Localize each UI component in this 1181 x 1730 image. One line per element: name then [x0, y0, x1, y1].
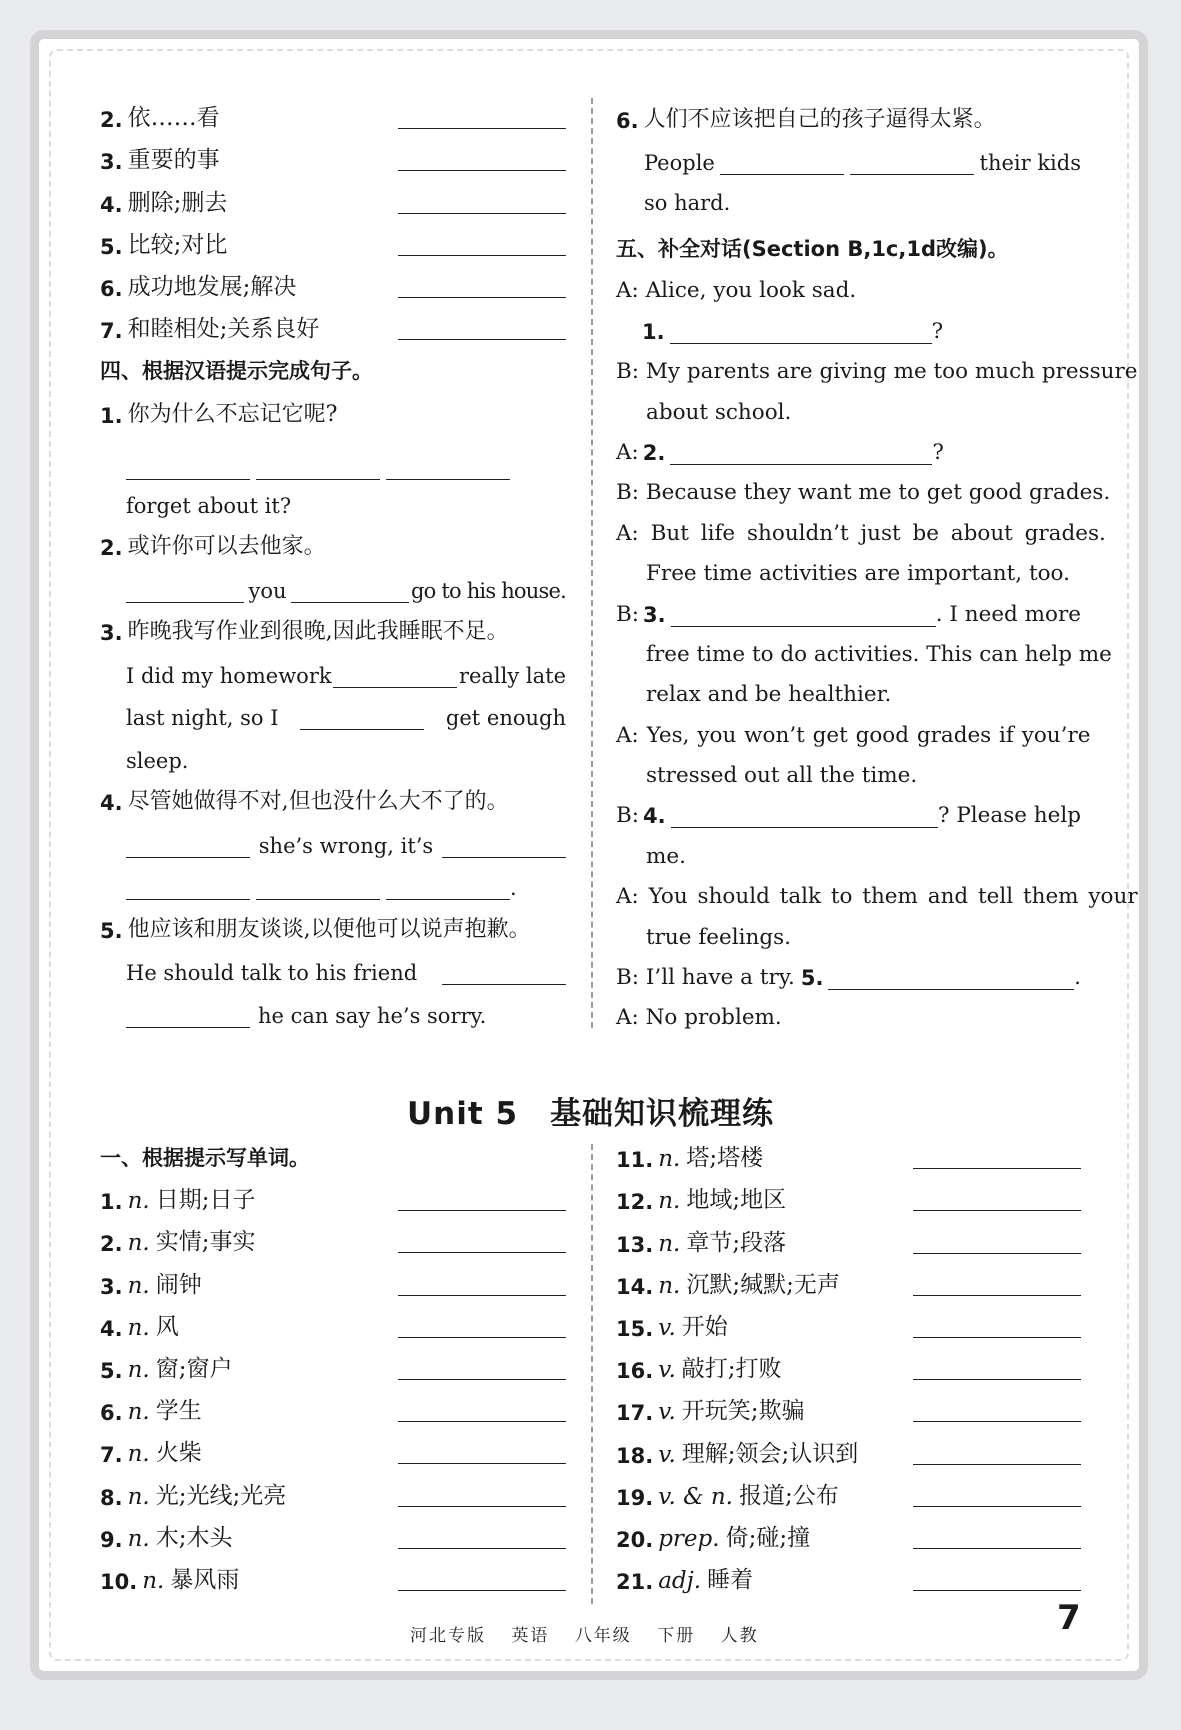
vocab-item: 21. adj. 睡着	[616, 1552, 1081, 1594]
answer-blank[interactable]	[398, 1357, 566, 1380]
vocab-item: 9. n. 木;木头	[100, 1510, 566, 1552]
answer-blank[interactable]	[386, 457, 510, 480]
answer-blank[interactable]	[670, 442, 932, 465]
vocab-item: 13. n. 章节;段落	[616, 1214, 1081, 1256]
vocab-item: 4. 删除;删去	[100, 174, 566, 216]
answer-blank[interactable]	[398, 1399, 566, 1422]
answer-blank[interactable]	[333, 665, 457, 688]
unit5-section-title: 一、根据提示写单词。	[100, 1146, 310, 1170]
unit5-left-column	[100, 1142, 566, 1594]
question-2: 2. 或许你可以去他家。	[100, 534, 326, 561]
section-4-title: 四、根据汉语提示完成句子。	[100, 359, 373, 384]
vocab-item: 16. v. 敲打;打败	[616, 1341, 1081, 1383]
vocab-item: 6. n. 学生	[100, 1383, 566, 1425]
answer-blank[interactable]	[386, 877, 510, 900]
unit5-vocab-left	[100, 1172, 566, 1594]
answer-blank[interactable]	[398, 1526, 566, 1549]
answer-blank[interactable]	[913, 1484, 1081, 1507]
answer-blank[interactable]	[398, 1188, 566, 1211]
vocab-item: 15. v. 开始	[616, 1299, 1081, 1341]
vocab-item: 12. n. 地域;地区	[616, 1172, 1081, 1214]
answer-blank[interactable]	[913, 1231, 1081, 1254]
page-number: 7	[1057, 1598, 1081, 1638]
answer-blank[interactable]	[126, 835, 250, 858]
unit5-vocab-right	[616, 1130, 1081, 1594]
question-6: 6. 人们不应该把自己的孩子逼得太紧。	[616, 106, 996, 133]
vocab-item: 7. 和睦相处;关系良好	[100, 301, 566, 343]
answer-blank[interactable]	[398, 1315, 566, 1338]
vocab-item: 11. n. 塔;塔楼	[616, 1130, 1081, 1172]
answer-blank[interactable]	[398, 1230, 566, 1253]
answer-blank[interactable]	[850, 152, 974, 175]
answer-blank[interactable]	[913, 1442, 1081, 1465]
answer-blank[interactable]	[398, 148, 566, 171]
answer-blank[interactable]	[913, 1273, 1081, 1296]
answer-blank[interactable]	[828, 967, 1074, 990]
answer-blank[interactable]	[442, 835, 566, 858]
vocab-item: 5. 比较;对比	[100, 217, 566, 259]
answer-blank[interactable]	[398, 106, 566, 129]
answer-blank[interactable]	[913, 1146, 1081, 1169]
answer-blank[interactable]	[126, 1005, 250, 1028]
answer-blank[interactable]	[126, 457, 250, 480]
vocab-item: 2. n. 实情;事实	[100, 1214, 566, 1256]
vocab-item: 18. v. 理解;领会;认识到	[616, 1425, 1081, 1467]
answer-blank[interactable]	[913, 1399, 1081, 1422]
answer-blank[interactable]	[913, 1568, 1081, 1591]
answer-blank[interactable]	[671, 604, 936, 627]
answer-blank[interactable]	[720, 152, 844, 175]
answer-blank[interactable]	[442, 962, 566, 985]
question-4: 4. 尽管她做得不对,但也没什么大不了的。	[100, 789, 509, 816]
vocab-item: 6. 成功地发展;解决	[100, 259, 566, 301]
vocab-item: 17. v. 开玩笑;欺骗	[616, 1383, 1081, 1425]
answer-blank[interactable]	[398, 317, 566, 340]
answer-blank[interactable]	[300, 707, 424, 730]
footer: 河北专版 英语 八年级 下册 人教	[410, 1626, 759, 1646]
vocab-item: 3. 重要的事	[100, 132, 566, 174]
question-1: 1. 你为什么不忘记它呢?	[100, 401, 338, 428]
answer-blank[interactable]	[913, 1315, 1081, 1338]
vocab-item: 20. prep. 倚;碰;撞	[616, 1510, 1081, 1552]
vocab-item: 19. v. & n. 报道;公布	[616, 1468, 1081, 1510]
answer-blank[interactable]	[398, 191, 566, 214]
answer-blank[interactable]	[913, 1357, 1081, 1380]
answer-blank[interactable]	[398, 1568, 566, 1591]
answer-blank[interactable]	[671, 805, 938, 828]
answer-blank[interactable]	[913, 1188, 1081, 1211]
answer-blank[interactable]	[256, 457, 380, 480]
vocab-item: 8. n. 光;光线;光亮	[100, 1467, 566, 1509]
unit-5-title: Unit 5 基础知识梳理练	[406, 1096, 775, 1132]
answer-blank[interactable]	[291, 580, 409, 603]
vocab-item: 2. 依……看	[100, 90, 566, 132]
top-right-column: 6. 人们不应该把自己的孩子逼得太紧。 People their kids so hard. 五、补全对话(Section B,1c,1d改编)。 A: Alice, you look sad. 1. ? B: My parents are giving me too much pressure about school. A: 2. ? B: Because they want me to get good grades. A: But life shouldn’t just be about grades. Free time activities are important, too. B: 3. . I need more free time to do activities. This can help me relax and be healthier. A: Yes, you won’t get good grades if you’re stressed out all the time. B: 4. ? Please help me. A: You should talk to them and tell them your true feelings. B: I’ll have a try. 5. . A: No problem.	[616, 90, 1081, 1030]
column-divider-top	[591, 98, 593, 1028]
column-divider-bottom	[591, 1144, 593, 1604]
section-5-title: 五、补全对话(Section B,1c,1d改编)。	[616, 237, 1009, 261]
unit5-right-column	[616, 1130, 1081, 1594]
answer-blank[interactable]	[126, 580, 244, 603]
vocab-item: 3. n. 闹钟	[100, 1256, 566, 1298]
vocab-item: 5. n. 窗;窗户	[100, 1341, 566, 1383]
question-3: 3. 昨晚我写作业到很晚,因此我睡眠不足。	[100, 619, 509, 646]
vocab-item: 14. n. 沉默;缄默;无声	[616, 1257, 1081, 1299]
vocab-item: 1. n. 日期;日子	[100, 1172, 566, 1214]
question-5: 5. 他应该和朋友谈谈,以便他可以说声抱歉。	[100, 916, 531, 943]
answer-blank[interactable]	[398, 1484, 566, 1507]
answer-blank[interactable]	[398, 233, 566, 256]
answer-blank[interactable]	[126, 877, 250, 900]
answer-blank[interactable]	[398, 1441, 566, 1464]
top-left-column: 2. 依……看 3. 重要的事 4. 删除;删去 5. 比较;对比 6. 成功地发展;解决 7. 和睦相处;关系良好 四、根据汉语提示完成句子。 1. 你为什么不忘记它呢? forget about it? 2. 或许你可以去他家。 you go to his house. 3. 昨晚我写作业到很晚,因此我睡眠不足。 I did my homework really late last night, so I get enough sleep. 4. 尽管她做得不对,但也没什么大不了的。 she’s wrong, it’s . 5. 他应该和朋友谈谈,以便他可以说声抱歉。 He should talk to his friend he can say he’s sorry.	[100, 90, 566, 1028]
answer-blank[interactable]	[256, 877, 380, 900]
vocab-item: 10. n. 暴风雨	[100, 1552, 566, 1594]
vocab-item: 7. n. 火柴	[100, 1425, 566, 1467]
vocab-list-top	[100, 90, 566, 343]
answer-blank[interactable]	[398, 1273, 566, 1296]
vocab-item: 4. n. 风	[100, 1299, 566, 1341]
answer-blank[interactable]	[398, 275, 566, 298]
answer-blank[interactable]	[913, 1526, 1081, 1549]
answer-blank[interactable]	[670, 321, 932, 344]
